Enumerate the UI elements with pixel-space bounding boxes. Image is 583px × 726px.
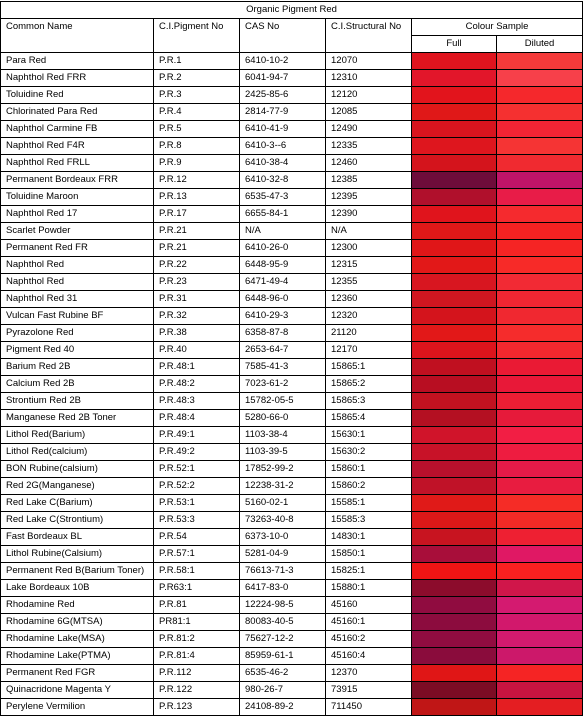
table-row	[1, 648, 583, 665]
full-colour-swatch	[412, 444, 497, 461]
diluted-colour-swatch	[497, 495, 583, 512]
cas-no-cell: 2653-64-7	[240, 342, 326, 359]
diluted-colour-swatch	[497, 461, 583, 478]
full-colour-swatch	[412, 580, 497, 597]
cas-no-cell: 17852-99-2	[240, 461, 326, 478]
structural-no-cell: 12460	[326, 155, 412, 172]
table-row	[1, 223, 583, 240]
diluted-colour-swatch	[497, 291, 583, 308]
cas-no-cell: 12238-31-2	[240, 478, 326, 495]
diluted-colour-swatch	[497, 359, 583, 376]
pigment-no-cell: P.R.49:1	[154, 427, 240, 444]
pigment-no-cell: P.R.122	[154, 682, 240, 699]
diluted-colour-swatch	[497, 223, 583, 240]
structural-no-cell: 73915	[326, 682, 412, 699]
pigment-no-cell: P.R.5	[154, 121, 240, 138]
diluted-colour-swatch	[497, 87, 583, 104]
table-row	[1, 121, 583, 138]
pigment-no-cell: P.R.38	[154, 325, 240, 342]
diluted-colour-swatch	[497, 699, 583, 716]
cas-no-cell: 6410-32-8	[240, 172, 326, 189]
cas-no-cell: 15782-05-5	[240, 393, 326, 410]
table-row	[1, 427, 583, 444]
full-colour-swatch	[412, 563, 497, 580]
diluted-colour-swatch	[497, 274, 583, 291]
full-colour-swatch	[412, 172, 497, 189]
structural-no-cell: 15585:1	[326, 495, 412, 512]
diluted-colour-swatch	[497, 631, 583, 648]
full-colour-swatch	[412, 597, 497, 614]
table-row	[1, 308, 583, 325]
pigment-no-cell: P.R.81	[154, 597, 240, 614]
common-name-cell: Toluidine Red	[1, 87, 154, 104]
common-name-cell: BON Rubine(calsium)	[1, 461, 154, 478]
cas-no-cell: 80083-40-5	[240, 614, 326, 631]
cas-no-cell: 6448-96-0	[240, 291, 326, 308]
diluted-colour-swatch	[497, 206, 583, 223]
table-row	[1, 461, 583, 478]
diluted-colour-swatch	[497, 308, 583, 325]
pigment-no-cell: P.R.31	[154, 291, 240, 308]
structural-no-cell: 21120	[326, 325, 412, 342]
cas-no-cell: 5280-66-0	[240, 410, 326, 427]
table-row	[1, 206, 583, 223]
structural-no-cell: 12300	[326, 240, 412, 257]
common-name-cell: Calcium Red 2B	[1, 376, 154, 393]
common-name-cell: Permanent Bordeaux FRR	[1, 172, 154, 189]
table-row	[1, 478, 583, 495]
table-row	[1, 342, 583, 359]
structural-no-cell: 711450	[326, 699, 412, 716]
table-row	[1, 155, 583, 172]
full-colour-swatch	[412, 325, 497, 342]
structural-no-cell: 15585:3	[326, 512, 412, 529]
structural-no-cell: 15860:1	[326, 461, 412, 478]
table-row	[1, 597, 583, 614]
common-name-cell: Permanent Red FR	[1, 240, 154, 257]
table-row	[1, 495, 583, 512]
diluted-colour-swatch	[497, 682, 583, 699]
cas-no-cell: 6535-47-3	[240, 189, 326, 206]
diluted-colour-swatch	[497, 172, 583, 189]
pigment-no-cell: P.R.23	[154, 274, 240, 291]
table-row	[1, 291, 583, 308]
diluted-colour-swatch	[497, 529, 583, 546]
pigment-no-cell: P.R.21	[154, 223, 240, 240]
full-colour-swatch	[412, 206, 497, 223]
common-name-cell: Naphthol Red	[1, 257, 154, 274]
full-colour-swatch	[412, 648, 497, 665]
table-title: Organic Pigment Red	[1, 2, 583, 19]
pigment-no-cell: P.R.17	[154, 206, 240, 223]
table-row	[1, 359, 583, 376]
structural-no-cell: N/A	[326, 223, 412, 240]
diluted-colour-swatch	[497, 614, 583, 631]
cas-no-cell: 6410-10-2	[240, 53, 326, 70]
pigment-no-cell: P.R.52:1	[154, 461, 240, 478]
table-row	[1, 257, 583, 274]
header-ci-structural-no: C.I.Structural No	[326, 19, 412, 53]
table-row	[1, 393, 583, 410]
table-row	[1, 70, 583, 87]
structural-no-cell: 14830:1	[326, 529, 412, 546]
common-name-cell: Red 2G(Manganese)	[1, 478, 154, 495]
structural-no-cell: 12320	[326, 308, 412, 325]
structural-no-cell: 12390	[326, 206, 412, 223]
full-colour-swatch	[412, 189, 497, 206]
structural-no-cell: 12085	[326, 104, 412, 121]
cas-no-cell: 75627-12-2	[240, 631, 326, 648]
table-row	[1, 631, 583, 648]
table-row	[1, 546, 583, 563]
cas-no-cell: 1103-38-4	[240, 427, 326, 444]
table-row	[1, 53, 583, 70]
table-row	[1, 189, 583, 206]
table-row	[1, 563, 583, 580]
cas-no-cell: 6471-49-4	[240, 274, 326, 291]
full-colour-swatch	[412, 410, 497, 427]
cas-no-cell: 12224-98-5	[240, 597, 326, 614]
structural-no-cell: 45160:2	[326, 631, 412, 648]
structural-no-cell: 12360	[326, 291, 412, 308]
pigment-no-cell: P.R.32	[154, 308, 240, 325]
cas-no-cell: 6417-83-0	[240, 580, 326, 597]
structural-no-cell: 15865:1	[326, 359, 412, 376]
structural-no-cell: 12395	[326, 189, 412, 206]
full-colour-swatch	[412, 682, 497, 699]
pigment-no-cell: P.R.57:1	[154, 546, 240, 563]
table-row	[1, 274, 583, 291]
table-row	[1, 87, 583, 104]
diluted-colour-swatch	[497, 138, 583, 155]
common-name-cell: Scarlet Powder	[1, 223, 154, 240]
diluted-colour-swatch	[497, 70, 583, 87]
diluted-colour-swatch	[497, 257, 583, 274]
full-colour-swatch	[412, 461, 497, 478]
pigment-no-cell: P.R.3	[154, 87, 240, 104]
full-colour-swatch	[412, 257, 497, 274]
table-row	[1, 240, 583, 257]
pigment-no-cell: P.R.112	[154, 665, 240, 682]
full-colour-swatch	[412, 529, 497, 546]
common-name-cell: Rhodamine Lake(PTMA)	[1, 648, 154, 665]
common-name-cell: Fast Bordeaux BL	[1, 529, 154, 546]
pigment-no-cell: P.R.21	[154, 240, 240, 257]
structural-no-cell: 15630:1	[326, 427, 412, 444]
header-common-name: Common Name	[1, 19, 154, 53]
common-name-cell: Lithol Red(calcium)	[1, 444, 154, 461]
cas-no-cell: 76613-71-3	[240, 563, 326, 580]
full-colour-swatch	[412, 342, 497, 359]
cas-no-cell: 6448-95-9	[240, 257, 326, 274]
cas-no-cell: 73263-40-8	[240, 512, 326, 529]
diluted-colour-swatch	[497, 444, 583, 461]
full-colour-swatch	[412, 376, 497, 393]
common-name-cell: Para Red	[1, 53, 154, 70]
structural-no-cell: 12490	[326, 121, 412, 138]
pigment-no-cell: P.R.9	[154, 155, 240, 172]
pigment-no-cell: P.R.4	[154, 104, 240, 121]
common-name-cell: Lithol Red(Barium)	[1, 427, 154, 444]
diluted-colour-swatch	[497, 580, 583, 597]
table-row	[1, 444, 583, 461]
common-name-cell: Naphthol Red 31	[1, 291, 154, 308]
pigment-no-cell: P.R.8	[154, 138, 240, 155]
table-row	[1, 325, 583, 342]
pigment-no-cell: P.R.52:2	[154, 478, 240, 495]
diluted-colour-swatch	[497, 427, 583, 444]
common-name-cell: Naphthol Red F4R	[1, 138, 154, 155]
common-name-cell: Red Lake C(Barium)	[1, 495, 154, 512]
header-full: Full	[412, 36, 497, 53]
structural-no-cell: 12385	[326, 172, 412, 189]
common-name-cell: Lithol Rubine(Calsium)	[1, 546, 154, 563]
full-colour-swatch	[412, 427, 497, 444]
pigment-no-cell: P.R.123	[154, 699, 240, 716]
table-row	[1, 682, 583, 699]
table-row	[1, 699, 583, 716]
cas-no-cell: 2425-85-6	[240, 87, 326, 104]
structural-no-cell: 15630:2	[326, 444, 412, 461]
structural-no-cell: 45160:1	[326, 614, 412, 631]
pigment-no-cell: P.R.40	[154, 342, 240, 359]
common-name-cell: Strontium Red 2B	[1, 393, 154, 410]
structural-no-cell: 15850:1	[326, 546, 412, 563]
full-colour-swatch	[412, 665, 497, 682]
cas-no-cell: 85959-61-1	[240, 648, 326, 665]
full-colour-swatch	[412, 104, 497, 121]
diluted-colour-swatch	[497, 376, 583, 393]
cas-no-cell: 6410-26-0	[240, 240, 326, 257]
full-colour-swatch	[412, 121, 497, 138]
pigment-no-cell: P.R.58:1	[154, 563, 240, 580]
common-name-cell: Naphthol Red FRR	[1, 70, 154, 87]
pigment-no-cell: P.R.22	[154, 257, 240, 274]
full-colour-swatch	[412, 53, 497, 70]
cas-no-cell: 7023-61-2	[240, 376, 326, 393]
common-name-cell: Pigment Red 40	[1, 342, 154, 359]
structural-no-cell: 15860:2	[326, 478, 412, 495]
common-name-cell: Permanent Red FGR	[1, 665, 154, 682]
table-row	[1, 410, 583, 427]
diluted-colour-swatch	[497, 121, 583, 138]
cas-no-cell: 6041-94-7	[240, 70, 326, 87]
full-colour-swatch	[412, 155, 497, 172]
structural-no-cell: 15865:2	[326, 376, 412, 393]
table-row	[1, 614, 583, 631]
header-cas-no: CAS No	[240, 19, 326, 53]
cas-no-cell: 6410-38-4	[240, 155, 326, 172]
common-name-cell: Naphthol Red	[1, 274, 154, 291]
structural-no-cell: 12355	[326, 274, 412, 291]
table-row	[1, 665, 583, 682]
full-colour-swatch	[412, 70, 497, 87]
full-colour-swatch	[412, 699, 497, 716]
cas-no-cell: 1103-39-5	[240, 444, 326, 461]
pigment-no-cell: P.R.13	[154, 189, 240, 206]
diluted-colour-swatch	[497, 648, 583, 665]
table-row	[1, 580, 583, 597]
common-name-cell: Permanent Red B(Barium Toner)	[1, 563, 154, 580]
structural-no-cell: 45160:4	[326, 648, 412, 665]
structural-no-cell: 12315	[326, 257, 412, 274]
full-colour-swatch	[412, 87, 497, 104]
full-colour-swatch	[412, 512, 497, 529]
common-name-cell: Naphthol Red FRLL	[1, 155, 154, 172]
pigment-no-cell: P.R63:1	[154, 580, 240, 597]
header-colour-sample: Colour Sample	[412, 19, 583, 36]
diluted-colour-swatch	[497, 325, 583, 342]
diluted-colour-swatch	[497, 342, 583, 359]
cas-no-cell: 5281-04-9	[240, 546, 326, 563]
common-name-cell: Naphthol Carmine FB	[1, 121, 154, 138]
pigment-no-cell: P.R.48:1	[154, 359, 240, 376]
structural-no-cell: 15865:4	[326, 410, 412, 427]
structural-no-cell: 12310	[326, 70, 412, 87]
pigment-no-cell: P.R.1	[154, 53, 240, 70]
structural-no-cell: 15825:1	[326, 563, 412, 580]
full-colour-swatch	[412, 478, 497, 495]
full-colour-swatch	[412, 240, 497, 257]
pigment-no-cell: P.R.81:2	[154, 631, 240, 648]
diluted-colour-swatch	[497, 478, 583, 495]
cas-no-cell: 6410-29-3	[240, 308, 326, 325]
full-colour-swatch	[412, 138, 497, 155]
full-colour-swatch	[412, 393, 497, 410]
common-name-cell: Vulcan Fast Rubine BF	[1, 308, 154, 325]
full-colour-swatch	[412, 614, 497, 631]
pigment-table	[0, 1, 583, 716]
cas-no-cell: 7585-41-3	[240, 359, 326, 376]
cas-no-cell: 980-26-7	[240, 682, 326, 699]
structural-no-cell: 12335	[326, 138, 412, 155]
common-name-cell: Perylene Vermilion	[1, 699, 154, 716]
table-row	[1, 104, 583, 121]
table-row	[1, 138, 583, 155]
common-name-cell: Rhodamine 6G(MTSA)	[1, 614, 154, 631]
structural-no-cell: 12370	[326, 665, 412, 682]
diluted-colour-swatch	[497, 53, 583, 70]
full-colour-swatch	[412, 495, 497, 512]
diluted-colour-swatch	[497, 512, 583, 529]
common-name-cell: Pyrazolone Red	[1, 325, 154, 342]
full-colour-swatch	[412, 359, 497, 376]
pigment-no-cell: P.R.12	[154, 172, 240, 189]
diluted-colour-swatch	[497, 546, 583, 563]
diluted-colour-swatch	[497, 240, 583, 257]
full-colour-swatch	[412, 274, 497, 291]
common-name-cell: Rhodamine Lake(MSA)	[1, 631, 154, 648]
full-colour-swatch	[412, 546, 497, 563]
table-row	[1, 376, 583, 393]
common-name-cell: Toluidine Maroon	[1, 189, 154, 206]
cas-no-cell: 6535-46-2	[240, 665, 326, 682]
pigment-no-cell: P.R.54	[154, 529, 240, 546]
common-name-cell: Red Lake C(Strontium)	[1, 512, 154, 529]
structural-no-cell: 15865:3	[326, 393, 412, 410]
structural-no-cell: 15880:1	[326, 580, 412, 597]
full-colour-swatch	[412, 223, 497, 240]
structural-no-cell: 45160	[326, 597, 412, 614]
table-row	[1, 512, 583, 529]
structural-no-cell: 12120	[326, 87, 412, 104]
header-ci-pigment-no: C.I.Pigment No	[154, 19, 240, 53]
common-name-cell: Rhodamine Red	[1, 597, 154, 614]
structural-no-cell: 12070	[326, 53, 412, 70]
pigment-no-cell: P.R.53:3	[154, 512, 240, 529]
table-body	[1, 53, 583, 716]
table-row	[1, 529, 583, 546]
pigment-no-cell: PR81:1	[154, 614, 240, 631]
pigment-no-cell: P.R.48:2	[154, 376, 240, 393]
diluted-colour-swatch	[497, 104, 583, 121]
common-name-cell: Chlorinated Para Red	[1, 104, 154, 121]
structural-no-cell: 12170	[326, 342, 412, 359]
common-name-cell: Barium Red 2B	[1, 359, 154, 376]
cas-no-cell: 6655-84-1	[240, 206, 326, 223]
common-name-cell: Naphthol Red 17	[1, 206, 154, 223]
diluted-colour-swatch	[497, 189, 583, 206]
cas-no-cell: 6410-3--6	[240, 138, 326, 155]
full-colour-swatch	[412, 291, 497, 308]
cas-no-cell: 6373-10-0	[240, 529, 326, 546]
common-name-cell: Lake Bordeaux 10B	[1, 580, 154, 597]
common-name-cell: Manganese Red 2B Toner	[1, 410, 154, 427]
pigment-no-cell: P.R.53:1	[154, 495, 240, 512]
full-colour-swatch	[412, 308, 497, 325]
pigment-no-cell: P.R.2	[154, 70, 240, 87]
cas-no-cell: 2814-77-9	[240, 104, 326, 121]
header-diluted: Diluted	[497, 36, 583, 53]
table-row	[1, 172, 583, 189]
pigment-no-cell: P.R.48:4	[154, 410, 240, 427]
diluted-colour-swatch	[497, 665, 583, 682]
diluted-colour-swatch	[497, 410, 583, 427]
pigment-no-cell: P.R.81:4	[154, 648, 240, 665]
cas-no-cell: 5160-02-1	[240, 495, 326, 512]
cas-no-cell: 6410-41-9	[240, 121, 326, 138]
pigment-no-cell: P.R.49:2	[154, 444, 240, 461]
cas-no-cell: 24108-89-2	[240, 699, 326, 716]
full-colour-swatch	[412, 631, 497, 648]
common-name-cell: Quinacridone Magenta Y	[1, 682, 154, 699]
diluted-colour-swatch	[497, 155, 583, 172]
diluted-colour-swatch	[497, 597, 583, 614]
diluted-colour-swatch	[497, 393, 583, 410]
diluted-colour-swatch	[497, 563, 583, 580]
pigment-no-cell: P.R.48:3	[154, 393, 240, 410]
cas-no-cell: N/A	[240, 223, 326, 240]
cas-no-cell: 6358-87-8	[240, 325, 326, 342]
